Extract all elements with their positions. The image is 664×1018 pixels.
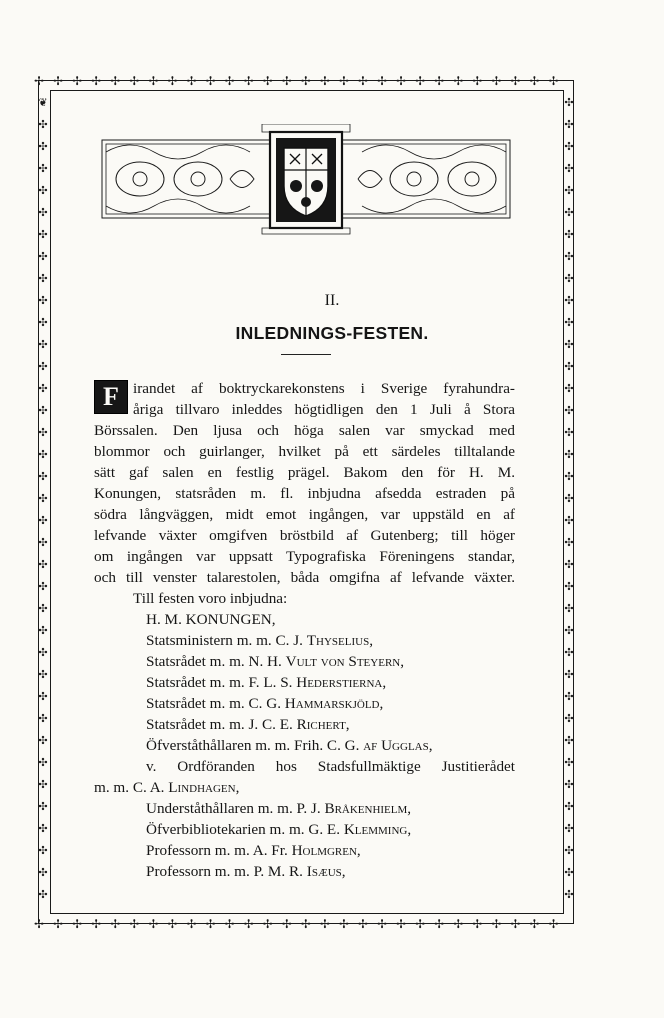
right-ornament-column: ✣ ✣ ✣ ✣ ✣ ✣ ✣ ✣ ✣ ✣ ✣ ✣ ✣ ✣ ✣ ✣ ✣ ✣ ✣ ✣ ✣ ✣ ✣ ✣ ✣ ✣ ✣ ✣ ✣ ✣ ✣ ✣ ✣ ✣ ✣ ✣ ✣ <box>564 97 574 901</box>
paragraph-line: blommor och guirlanger, hvilket på ett särdeles tilltalande <box>94 443 515 460</box>
guest-line-prefix: Statsrådet m. m. F. L. S. <box>146 674 297 691</box>
guest-line-prefix: Statsministern m. m. C. J. <box>146 632 307 649</box>
guest-line <box>146 819 515 840</box>
paragraph-line: Börssalen. Den ljusa och höga salen var smyckad med <box>94 422 515 439</box>
guest-line-name: Isæus, <box>306 863 346 880</box>
guest-line <box>146 735 515 756</box>
guest-line-name: af Ugglas, <box>363 737 433 754</box>
guest-line <box>146 756 515 777</box>
guest-line-name: Lindhagen, <box>168 779 240 796</box>
guest-line-prefix: Statsrådet m. m. N. H. <box>146 653 286 670</box>
paragraph-line: lefvande växter omgifven bröstbild af Gutenberg; till höger <box>94 527 515 544</box>
guest-line-prefix: Öfverbibliotekarien m. m. G. E. <box>146 821 344 838</box>
guest-line <box>146 798 515 819</box>
guest-line-prefix: Statsrådet m. m. J. C. E. <box>146 716 297 733</box>
bottom-ornament-row: ✢✢✢✢✢✢✢✢✢✢✢✢✢✢✢✢✢✢✢✢✢✢✢✢✢✢✢✢ <box>34 917 568 931</box>
guest-line <box>146 609 515 630</box>
left-ornament-column: ❦ ✣ ✣ ✣ ✣ ✣ ✣ ✣ ✣ ✣ ✣ ✣ ✣ ✣ ✣ ✣ ✣ ✣ ✣ ✣ ✣ ✣ ✣ ✣ ✣ ✣ ✣ ✣ ✣ ✣ ✣ ✣ ✣ ✣ ✣ ✣ ✣ <box>38 97 48 901</box>
paragraph-line: södra långväggen, midt emot ingången, var uppstäld en af <box>94 506 515 523</box>
guest-line-prefix: Underståthållaren m. m. P. J. <box>146 800 325 817</box>
guest-line-prefix: m. m. C. A. <box>94 779 169 796</box>
drop-cap <box>94 380 128 414</box>
guest-line <box>146 630 515 651</box>
guest-line <box>146 714 515 735</box>
invitation-intro: Till festen voro inbjudna: <box>133 590 288 607</box>
guest-line-name: Holmgren, <box>291 842 361 859</box>
paragraph-line: Konungen, statsråden m. fl. inbjudna afsedda estraden på <box>94 485 515 502</box>
drop-cap-letter: F <box>103 382 119 411</box>
guest-line-name: Vult von Steyern, <box>285 653 405 670</box>
paragraph-line: om ingången var uppsatt Typografiska Föreningens standar, <box>94 548 515 565</box>
top-ornament-row: ✢✢✢✢✢✢✢✢✢✢✢✢✢✢✢✢✢✢✢✢✢✢✢✢✢✢✢✢ <box>34 74 568 88</box>
guest-line <box>146 672 515 693</box>
guest-line-name: Klemming, <box>343 821 412 838</box>
guest-line <box>146 861 515 882</box>
chapter-number: II. <box>324 292 340 309</box>
title-rule <box>281 354 331 355</box>
guest-line-prefix: Professorn m. m. P. M. R. <box>146 863 307 880</box>
guest-line <box>94 777 515 798</box>
guest-line <box>146 693 515 714</box>
chapter-title: INLEDNINGS-FESTEN. <box>235 323 429 343</box>
guest-line <box>146 651 515 672</box>
guest-line-prefix: Öfverståthållaren m. m. Frih. C. G. <box>146 737 364 754</box>
guest-line-name: Thyselius, <box>306 632 373 649</box>
guest-line-name: Bråkenhielm, <box>324 800 412 817</box>
guest-line <box>146 840 515 861</box>
guest-line-prefix: H. M. KONUNGEN, <box>146 611 276 628</box>
guest-line-prefix: Professorn m. m. A. Fr. <box>146 842 292 859</box>
guest-line-name: Hederstierna, <box>296 674 387 691</box>
paragraph-line: och till venster talarestolen, båda omgifna af lefvande växter. <box>94 569 515 586</box>
guest-line-prefix: v. Ordföranden hos Stadsfullmäktige Justitierådet <box>146 758 515 775</box>
guest-line-prefix: Statsrådet m. m. C. G. <box>146 695 285 712</box>
guest-line-name: Richert, <box>296 716 350 733</box>
paragraph-line: åriga tillvaro inleddes högtidligen den 1 Juli å Stora <box>133 401 515 418</box>
paragraph-line: sätt gaf salen en festlig prägel. Bakom den för H. M. <box>94 464 515 481</box>
paragraph-line: irandet af boktryckarekonstens i Sverige fyrahundra- <box>133 380 515 397</box>
guest-line-name: Hammarskjöld, <box>284 695 384 712</box>
headpiece-ornament <box>100 124 512 236</box>
